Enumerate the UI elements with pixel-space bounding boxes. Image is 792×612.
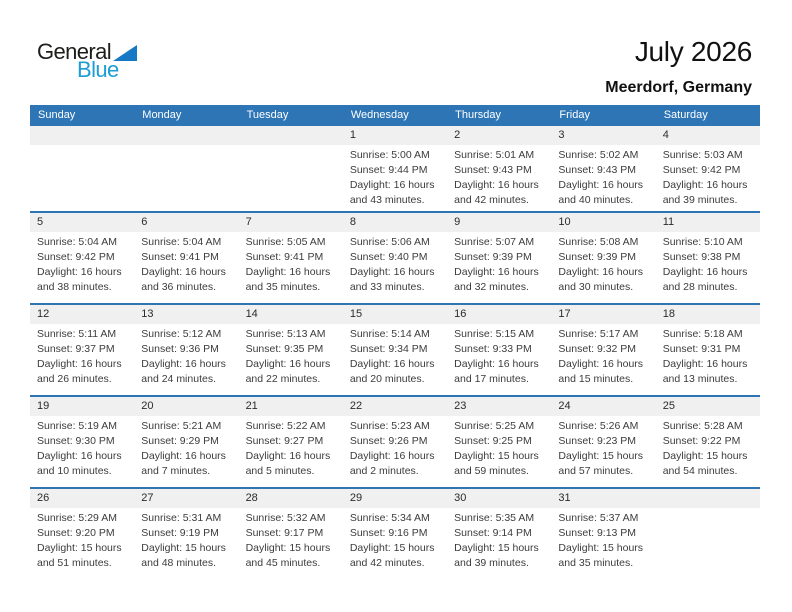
sunrise-text: Sunrise: 5:11 AM [37,328,117,340]
day-details [30,508,134,571]
day-cell-29 [343,489,447,579]
weekday-header-friday: Friday [559,109,590,121]
logo-word-general: General [37,39,112,64]
day-number: 20 [134,397,238,416]
week-row [30,395,760,487]
weekday-header-wednesday: Wednesday [350,109,409,121]
day-number: 8 [343,213,447,232]
sunrise-text: Sunrise: 5:29 AM [37,512,117,524]
weekday-header-row [30,105,760,126]
sunset-text: Sunset: 9:42 PM [37,251,115,263]
daylight-text: Daylight: 15 hours and 39 minutes. [454,542,539,569]
day-details [551,416,655,479]
daylight-text: Daylight: 15 hours and 45 minutes. [245,542,331,569]
day-number: 11 [656,213,760,232]
sunset-text: Sunset: 9:14 PM [454,527,532,539]
weekday-header-tuesday: Tuesday [246,109,289,121]
sunrise-text: Sunrise: 5:18 AM [662,328,743,340]
title-block [605,36,752,97]
day-cell-11 [656,213,760,303]
sunrise-text: Sunrise: 5:26 AM [558,420,639,432]
daylight-text: Daylight: 15 hours and 35 minutes. [558,542,644,569]
sunset-text: Sunset: 9:13 PM [558,527,637,539]
day-cell-1 [343,126,447,211]
sunrise-text: Sunrise: 5:08 AM [558,236,639,248]
day-cell-2 [447,126,551,211]
week-row [30,303,760,395]
day-details [30,416,134,479]
day-cell-4 [656,126,760,211]
day-number: 31 [551,489,655,508]
day-details [551,232,655,295]
day-cell-empty [239,126,343,211]
day-details [656,416,760,479]
sunset-text: Sunset: 9:17 PM [245,527,324,539]
day-details [656,324,760,387]
daylight-text: Daylight: 16 hours and 15 minutes. [558,358,644,385]
weekday-header-sunday: Sunday [38,109,76,121]
day-details [30,232,134,295]
sunset-text: Sunset: 9:20 PM [37,527,115,539]
sunset-text: Sunset: 9:43 PM [558,164,637,176]
day-details [30,324,134,387]
daylight-text: Daylight: 16 hours and 7 minutes. [141,450,226,477]
daylight-text: Daylight: 16 hours and 39 minutes. [662,179,748,206]
day-cell-13 [134,305,238,395]
day-cell-5 [30,213,134,303]
sunrise-text: Sunrise: 5:05 AM [245,236,326,248]
day-details [239,324,343,387]
day-details [134,416,238,479]
sunrise-text: Sunrise: 5:02 AM [558,149,639,161]
sunset-text: Sunset: 9:40 PM [349,251,428,263]
day-cell-19 [30,397,134,487]
daylight-text: Daylight: 16 hours and 43 minutes. [349,179,435,206]
daylight-text: Daylight: 16 hours and 10 minutes. [37,450,122,477]
day-cell-28 [239,489,343,579]
sunset-text: Sunset: 9:32 PM [558,343,637,355]
sunset-text: Sunset: 9:29 PM [141,435,219,447]
day-number: 25 [656,397,760,416]
week-row [30,487,760,579]
week-row [30,211,760,303]
day-details [239,232,343,295]
day-cell-6 [134,213,238,303]
daylight-text: Daylight: 16 hours and 38 minutes. [37,266,122,293]
day-cell-3 [551,126,655,211]
day-number: 30 [447,489,551,508]
day-cell-27 [134,489,238,579]
day-details [551,324,655,387]
day-cell-empty [30,126,134,211]
day-number: 27 [134,489,238,508]
daylight-text: Daylight: 15 hours and 59 minutes. [454,450,539,477]
day-cell-31 [551,489,655,579]
day-number: 4 [656,126,760,145]
day-number: 22 [343,397,447,416]
day-details [447,324,551,387]
day-number: 15 [343,305,447,324]
sunset-text: Sunset: 9:37 PM [37,343,115,355]
day-number [239,126,343,145]
day-cell-30 [447,489,551,579]
day-number: 18 [656,305,760,324]
daylight-text: Daylight: 16 hours and 20 minutes. [349,358,435,385]
day-cell-21 [239,397,343,487]
sunrise-text: Sunrise: 5:04 AM [37,236,117,248]
sunset-text: Sunset: 9:39 PM [454,251,532,263]
day-cell-22 [343,397,447,487]
day-details [343,508,447,571]
sunrise-text: Sunrise: 5:19 AM [37,420,117,432]
daylight-text: Daylight: 16 hours and 40 minutes. [558,179,644,206]
day-details [134,508,238,571]
page-title: July 2026 [634,36,752,67]
daylight-text: Daylight: 16 hours and 17 minutes. [454,358,539,385]
day-number: 10 [551,213,655,232]
sunset-text: Sunset: 9:34 PM [349,343,428,355]
sunrise-text: Sunrise: 5:37 AM [558,512,639,524]
sunrise-text: Sunrise: 5:14 AM [349,328,430,340]
daylight-text: Daylight: 15 hours and 48 minutes. [141,542,226,569]
day-number: 5 [30,213,134,232]
day-details [656,232,760,295]
day-number: 16 [447,305,551,324]
sunrise-text: Sunrise: 5:21 AM [141,420,222,432]
daylight-text: Daylight: 16 hours and 30 minutes. [558,266,644,293]
day-cell-empty [656,489,760,579]
day-details [134,324,238,387]
day-number [656,489,760,508]
daylight-text: Daylight: 16 hours and 35 minutes. [245,266,331,293]
day-number: 13 [134,305,238,324]
day-cell-7 [239,213,343,303]
sunrise-text: Sunrise: 5:10 AM [662,236,743,248]
day-details [447,232,551,295]
daylight-text: Daylight: 15 hours and 51 minutes. [37,542,122,569]
general-blue-logo [37,41,137,81]
daylight-text: Daylight: 15 hours and 57 minutes. [558,450,644,477]
sunset-text: Sunset: 9:42 PM [662,164,741,176]
day-details [447,508,551,571]
sunrise-text: Sunrise: 5:07 AM [454,236,535,248]
day-number: 3 [551,126,655,145]
sunrise-text: Sunrise: 5:06 AM [349,236,430,248]
sunrise-text: Sunrise: 5:35 AM [454,512,535,524]
sunrise-text: Sunrise: 5:28 AM [662,420,743,432]
daylight-text: Daylight: 16 hours and 36 minutes. [141,266,226,293]
sunrise-text: Sunrise: 5:04 AM [141,236,222,248]
day-cell-16 [447,305,551,395]
daylight-text: Daylight: 16 hours and 26 minutes. [37,358,122,385]
sunset-text: Sunset: 9:39 PM [558,251,637,263]
location-subtitle: Meerdorf, Germany [605,79,752,96]
sunset-text: Sunset: 9:33 PM [454,343,532,355]
day-cell-20 [134,397,238,487]
daylight-text: Daylight: 16 hours and 28 minutes. [662,266,748,293]
day-cell-9 [447,213,551,303]
day-cell-empty [134,126,238,211]
day-cell-17 [551,305,655,395]
sunset-text: Sunset: 9:41 PM [245,251,324,263]
sunrise-text: Sunrise: 5:17 AM [558,328,639,340]
day-number: 21 [239,397,343,416]
calendar [30,105,760,579]
day-number: 29 [343,489,447,508]
daylight-text: Daylight: 15 hours and 54 minutes. [662,450,748,477]
sunset-text: Sunset: 9:16 PM [349,527,428,539]
day-number: 26 [30,489,134,508]
day-cell-24 [551,397,655,487]
weekday-header-thursday: Thursday [455,109,501,121]
day-number: 9 [447,213,551,232]
sunset-text: Sunset: 9:26 PM [349,435,428,447]
sunset-text: Sunset: 9:22 PM [662,435,741,447]
sunrise-text: Sunrise: 5:01 AM [454,149,535,161]
daylight-text: Daylight: 16 hours and 24 minutes. [141,358,226,385]
daylight-text: Daylight: 16 hours and 2 minutes. [349,450,435,477]
sunset-text: Sunset: 9:31 PM [662,343,741,355]
day-number: 19 [30,397,134,416]
day-cell-23 [447,397,551,487]
sunset-text: Sunset: 9:38 PM [662,251,741,263]
day-details [343,145,447,208]
sunrise-text: Sunrise: 5:25 AM [454,420,535,432]
daylight-text: Daylight: 16 hours and 42 minutes. [454,179,539,206]
day-cell-15 [343,305,447,395]
sunset-text: Sunset: 9:23 PM [558,435,637,447]
day-number [134,126,238,145]
day-number: 24 [551,397,655,416]
daylight-text: Daylight: 16 hours and 32 minutes. [454,266,539,293]
sunset-text: Sunset: 9:44 PM [349,164,428,176]
day-number: 23 [447,397,551,416]
day-number: 17 [551,305,655,324]
daylight-text: Daylight: 16 hours and 13 minutes. [662,358,748,385]
day-details [656,145,760,208]
sunset-text: Sunset: 9:36 PM [141,343,219,355]
day-cell-12 [30,305,134,395]
day-number: 12 [30,305,134,324]
sunrise-text: Sunrise: 5:03 AM [662,149,743,161]
sunset-text: Sunset: 9:30 PM [37,435,115,447]
day-details [551,145,655,208]
day-number: 6 [134,213,238,232]
day-number: 28 [239,489,343,508]
day-details [343,324,447,387]
day-details [447,145,551,208]
day-details [447,416,551,479]
sunrise-text: Sunrise: 5:15 AM [454,328,535,340]
day-details [551,508,655,571]
day-cell-14 [239,305,343,395]
sunrise-text: Sunrise: 5:34 AM [349,512,430,524]
sunset-text: Sunset: 9:19 PM [141,527,219,539]
day-cell-8 [343,213,447,303]
sunset-text: Sunset: 9:35 PM [245,343,324,355]
daylight-text: Daylight: 15 hours and 42 minutes. [349,542,435,569]
weekday-header-saturday: Saturday [663,109,708,121]
sunrise-text: Sunrise: 5:32 AM [245,512,326,524]
sunset-text: Sunset: 9:41 PM [141,251,219,263]
logo-word-blue: Blue [77,57,119,82]
sunset-text: Sunset: 9:43 PM [454,164,532,176]
day-details [239,508,343,571]
daylight-text: Daylight: 16 hours and 22 minutes. [245,358,331,385]
week-row [30,126,760,211]
sunrise-text: Sunrise: 5:23 AM [349,420,430,432]
day-number: 14 [239,305,343,324]
day-number: 2 [447,126,551,145]
day-number: 1 [343,126,447,145]
daylight-text: Daylight: 16 hours and 33 minutes. [349,266,435,293]
sunrise-text: Sunrise: 5:31 AM [141,512,222,524]
sunrise-text: Sunrise: 5:22 AM [245,420,326,432]
day-cell-18 [656,305,760,395]
sunset-text: Sunset: 9:25 PM [454,435,532,447]
sunset-text: Sunset: 9:27 PM [245,435,324,447]
sunrise-text: Sunrise: 5:12 AM [141,328,222,340]
day-details [343,232,447,295]
weekday-header-monday: Monday [142,109,182,121]
day-details [134,232,238,295]
sunrise-text: Sunrise: 5:00 AM [349,149,430,161]
day-cell-26 [30,489,134,579]
sunrise-text: Sunrise: 5:13 AM [245,328,326,340]
daylight-text: Daylight: 16 hours and 5 minutes. [245,450,331,477]
day-cell-10 [551,213,655,303]
day-cell-25 [656,397,760,487]
day-details [239,416,343,479]
day-number [30,126,134,145]
day-number: 7 [239,213,343,232]
day-details [343,416,447,479]
